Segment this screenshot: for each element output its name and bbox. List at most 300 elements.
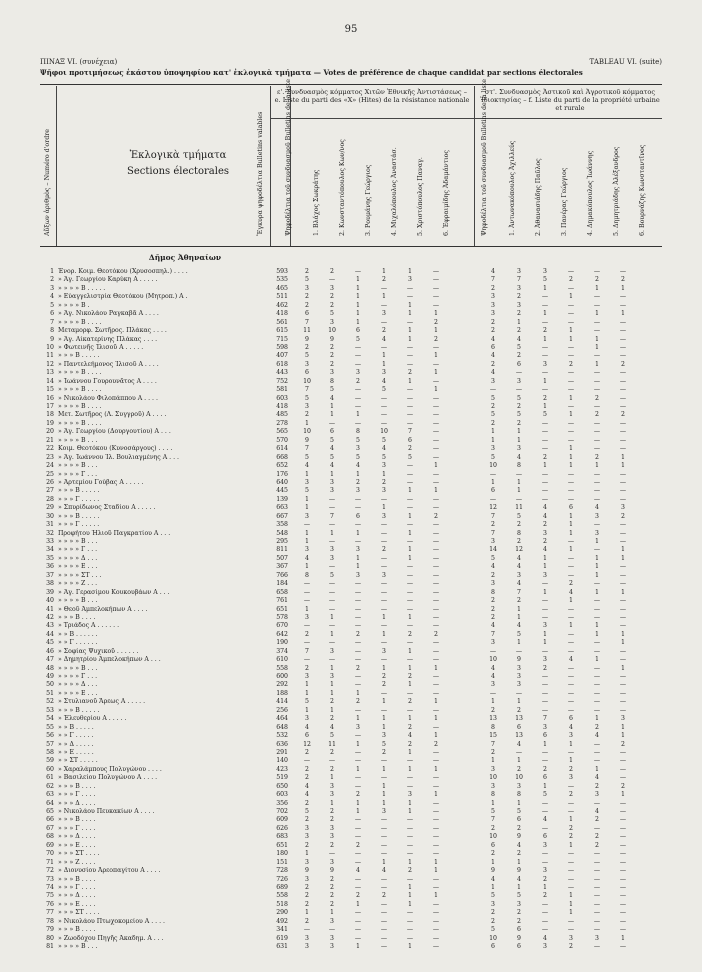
group1-candidate-cell: 1 (382, 268, 386, 275)
table-row (0, 774, 702, 782)
row-number: 69 (46, 841, 54, 849)
group1-ballots-cell: 2 (305, 748, 309, 756)
group1-candidate-cell: — (380, 816, 388, 824)
group1-ballots-cell: 1 (305, 470, 309, 478)
group1-candidate-cell: 3 (330, 369, 334, 377)
group2-candidate-cell: 8 (517, 462, 521, 470)
group1-candidate-cell: — (432, 934, 440, 942)
group1-candidate-cell: 3 (382, 512, 386, 520)
group1-candidate-cell: 2 (330, 883, 334, 891)
group1-candidate-cell: — (406, 909, 414, 917)
group1-candidate-cell: — (432, 411, 440, 419)
group2-ballots-cell: 2 (491, 419, 495, 427)
group2-candidate-cell: — (593, 883, 601, 891)
valid-ballots-cell: 600 (276, 673, 288, 680)
group2-candidate-cell: — (593, 664, 601, 672)
group2-candidate-cell: — (593, 909, 601, 917)
group1-candidate-cell: — (432, 926, 440, 934)
table-row (0, 606, 702, 614)
row-number: 77 (46, 909, 54, 917)
group2-ballots-cell: 3 (491, 765, 495, 773)
group1-candidate-cell: — (380, 521, 388, 529)
group2-ballots-cell: 2 (491, 327, 495, 335)
group2-candidate-cell: — (541, 293, 549, 301)
table-row (0, 791, 702, 799)
row-number: 40 (46, 597, 54, 605)
valid-ballots-cell: 418 (276, 403, 288, 410)
group1-ballots-cell: — (303, 521, 311, 529)
group1-candidate-cell: — (380, 850, 388, 858)
group2-candidate-cell: — (619, 377, 627, 385)
section-name: Ἐνορ. Κοιμ. Θεοτόκου (Χρυσοσπηλ.) . . . . (58, 268, 188, 275)
group2-candidate-cell: — (567, 369, 575, 377)
group1-candidate-cell: 2 (434, 318, 438, 326)
group1-candidate-cell: 2 (382, 681, 386, 689)
group2-ballots-cell: 1 (491, 757, 495, 765)
group2-candidate-cell: 4 (543, 504, 547, 512)
section-name: » » » Γ . . . . . (58, 495, 100, 503)
group2-candidate-cell: 5 (543, 411, 547, 419)
group1-candidate-cell: 1 (434, 867, 438, 875)
group2-candidate-cell: 4 (517, 554, 521, 562)
valid-ballots-cell: 291 (276, 748, 288, 756)
group2-candidate-cell: 3 (543, 571, 547, 579)
valid-ballots-cell: 626 (276, 824, 288, 832)
group2-candidate-cell: — (593, 867, 601, 875)
group1-candidate-cell: — (380, 588, 388, 596)
group2-candidate-cell: 1 (595, 343, 599, 351)
group1-candidate-cell: — (354, 875, 362, 883)
group1-candidate-cell: — (380, 909, 388, 917)
group1-candidate-cell: — (432, 656, 440, 664)
row-number-header: Αὔξων ἀριθμὸς – Numéro d'ordre (44, 129, 51, 236)
group2-candidate-cell: 1 (569, 411, 573, 419)
section-name: » » » Β . . . . . (58, 706, 100, 714)
group1-candidate-cell: — (328, 926, 336, 934)
group2-candidate-cell: — (567, 386, 575, 394)
group2-candidate-cell: — (619, 386, 627, 394)
group2-ballots-cell: 6 (491, 343, 495, 351)
group2-candidate-cell: — (567, 377, 575, 385)
group2-candidate-cell: 2 (543, 892, 547, 900)
valid-ballots-cell: 443 (276, 369, 288, 377)
group1-candidate-cell: 4 (356, 462, 360, 470)
group1-candidate-cell: — (432, 419, 440, 427)
group2-candidate-cell: 2 (517, 293, 521, 301)
group1-candidate-cell: — (406, 824, 414, 832)
group1-candidate-cell: 1 (434, 715, 438, 723)
valid-ballots-cell: 593 (276, 268, 288, 275)
group2-candidate-cell: 1 (621, 588, 625, 596)
group1-candidate-cell: 1 (434, 310, 438, 318)
group2-candidate-cell: 1 (517, 487, 521, 495)
group2-ballots-cell: — (489, 470, 497, 478)
group2-candidate-cell: — (567, 487, 575, 495)
section-name: Μετ. Σωτῆρος (Λ. Συγγροῦ) Α . . . . (58, 411, 167, 419)
group1-candidate-cell: — (432, 453, 440, 461)
group1-candidate-cell: — (406, 757, 414, 765)
group2-candidate-cell: — (619, 656, 627, 664)
group2-candidate-cell: 2 (543, 521, 547, 529)
group1-candidate-cell: — (432, 571, 440, 579)
section-name: » Τριάδος Α . . . . . . (58, 622, 120, 630)
group2-candidate-cell: 5 (517, 411, 521, 419)
row-number: 71 (46, 858, 54, 866)
group1-candidate-cell: 2 (382, 478, 386, 486)
group1-candidate-cell: — (406, 504, 414, 512)
section-name: » » Δ . . . . . (58, 740, 94, 748)
group2-candidate-cell: 2 (595, 723, 599, 731)
group2-ballots-cell: 8 (491, 588, 495, 596)
group1-candidate-cell: 2 (330, 875, 334, 883)
header-bottom-rule (40, 246, 662, 247)
group1-candidate-cell: 3 (330, 478, 334, 486)
group1-candidate-cell: 1 (356, 689, 360, 697)
group2-candidate-cell: — (567, 782, 575, 790)
group1-candidate-cell: 1 (356, 900, 360, 908)
group1-candidate-cell: 1 (382, 723, 386, 731)
row-number: 79 (46, 926, 54, 934)
group2-candidate-cell: — (541, 706, 549, 714)
group2-ballots-cell: 3 (491, 293, 495, 301)
group2-candidate-cell: — (515, 470, 523, 478)
group2-candidate-cell: 2 (517, 597, 521, 605)
group2-candidate-cell: 1 (543, 563, 547, 571)
row-number: 22 (46, 445, 54, 453)
group1-candidate-cell: 4 (330, 394, 334, 402)
group1-candidate-cell: — (380, 917, 388, 925)
group2-ballots-cell: 10 (489, 833, 497, 841)
group1-candidate-cell: 1 (408, 883, 412, 891)
table-row (0, 327, 702, 335)
group1-candidate-cell: 2 (408, 445, 412, 453)
section-name: » » » » Γ . . . (58, 673, 98, 680)
group1-ballots-cell: 1 (305, 419, 309, 427)
group1-candidate-cell: — (380, 774, 388, 782)
group2-candidate-cell: 3 (543, 656, 547, 664)
group1-candidate-cell: 1 (330, 470, 334, 478)
group1-candidate-cell: — (354, 656, 362, 664)
group1-candidate-cell: 2 (356, 377, 360, 385)
table-row (0, 403, 702, 411)
section-name: » Στυλιανοῦ Ἄρεως Α . . . . . (58, 698, 146, 706)
table-row (0, 293, 702, 301)
group1-ballots-cell: 4 (305, 723, 309, 731)
section-name: » » » » Β . . . . (58, 386, 102, 394)
group2-candidate-cell: — (619, 445, 627, 453)
section-name: Μεταμορφ. Σωτῆρος. Πλάκας . . . . (58, 327, 167, 335)
group2-candidate-4: 4. Δημακόπουλος Ἰωάννης (587, 150, 594, 236)
group1-candidate-cell: — (432, 360, 440, 368)
group2-candidate-cell: — (593, 293, 601, 301)
group1-candidate-cell: — (354, 343, 362, 351)
section-name: » Ἁγ. Νικολάου Ραγκαβᾶ Α . . . . (58, 310, 159, 318)
valid-ballots-cell: 667 (276, 512, 288, 520)
group1-ballots-cell: 1 (305, 706, 309, 714)
group2-ballots-cell: 9 (491, 867, 495, 875)
section-name: » » » Β . . . . . (58, 512, 100, 520)
group1-candidate-cell: 5 (382, 436, 386, 444)
group2-candidate-3: 3. Πανέρας Γεώργιος (561, 167, 568, 236)
group2-candidate-cell: — (619, 571, 627, 579)
group1-ballots-cell: 2 (305, 917, 309, 925)
group2-candidate-cell: 2 (517, 917, 521, 925)
group2-ballots-cell: 2 (491, 917, 495, 925)
group1-ballots-cell: 7 (305, 318, 309, 326)
group2-candidate-cell: — (541, 470, 549, 478)
section-name: » Νικολάου Πευκακίων Α . . . . (58, 808, 155, 815)
group1-candidate-cell: — (380, 656, 388, 664)
group2-candidate-cell: — (567, 698, 575, 706)
group2-candidate-cell: 2 (595, 841, 599, 849)
group2-candidate-cell: 2 (621, 276, 625, 284)
section-name: » » » Β . . . . (58, 875, 96, 883)
row-number: 51 (46, 689, 54, 697)
group2-ballots-cell: 4 (491, 664, 495, 672)
group1-candidate-cell: 2 (330, 808, 334, 815)
group1-ballots-cell: 3 (305, 858, 309, 866)
group1-candidate-cell: — (432, 774, 440, 782)
group1-candidate-cell: — (328, 419, 336, 427)
group1-candidate-cell: 2 (434, 740, 438, 748)
group2-candidate-cell: 4 (517, 841, 521, 849)
group2-candidate-cell: 1 (621, 453, 625, 461)
group1-header: ε'. Συνδυασμὸς κόμματος Χιτῶν Ἐθνικῆς Ἀντιστάσεως – e. Liste du parti des «X» (Hites) de la résistance nationale (274, 88, 470, 105)
table-row (0, 859, 702, 867)
section-name: » » Β . . . . . (58, 723, 94, 731)
group1-candidate-cell: 1 (434, 327, 438, 335)
group2-ballots-cell: 3 (491, 301, 495, 309)
group1-candidate-cell: — (432, 748, 440, 756)
group2-candidate-cell: — (567, 613, 575, 621)
group-rule (270, 118, 662, 119)
group1-candidate-cell: 9 (330, 335, 334, 343)
group2-candidate-cell: 1 (543, 554, 547, 562)
group1-candidate-cell: — (432, 293, 440, 301)
group2-ballots-cell: 13 (489, 715, 497, 723)
group2-candidate-cell: 8 (517, 791, 521, 799)
group2-ballots-cell: 1 (491, 436, 495, 444)
valid-ballots-cell: 535 (276, 276, 288, 284)
group2-ballots-cell: 4 (491, 622, 495, 630)
group1-candidate-cell: 4 (382, 335, 386, 343)
group1-candidate-cell: — (328, 622, 336, 630)
group1-ballots-cell: 12 (303, 740, 311, 748)
table-row (0, 479, 702, 487)
group1-ballots-cell: 2 (305, 900, 309, 908)
table-row (0, 614, 702, 622)
group2-candidate-cell: — (593, 740, 601, 748)
group2-candidate-cell: 1 (621, 546, 625, 554)
group2-ballots-cell: 5 (491, 411, 495, 419)
group2-candidate-cell: 1 (595, 335, 599, 343)
table-row (0, 825, 702, 833)
group2-candidate-cell: — (541, 850, 549, 858)
valid-ballots-cell: 290 (276, 909, 288, 917)
valid-ballots-cell: 619 (276, 934, 288, 942)
group1-candidate-cell: 4 (330, 445, 334, 453)
group2-candidate-cell: 3 (543, 841, 547, 849)
group2-ballots-cell: 5 (491, 453, 495, 461)
group2-candidate-cell: — (541, 428, 549, 436)
section-name: » » » Β . . . . . (58, 487, 100, 495)
section-name: » » » » Γ . . . (58, 546, 98, 554)
valid-ballots-cell: 292 (276, 681, 288, 689)
group2-candidate-cell: — (619, 689, 627, 697)
table-body (0, 268, 702, 951)
group2-candidate-cell: — (619, 799, 627, 807)
group2-ballots-cell: 10 (489, 774, 497, 782)
group1-candidate-cell: — (432, 276, 440, 284)
row-number: 59 (46, 757, 54, 765)
group1-candidate-cell: — (432, 428, 440, 436)
group2-candidate-cell: 1 (595, 588, 599, 596)
table-row (0, 361, 702, 369)
group2-candidate-cell: 1 (569, 394, 573, 402)
row-number: 66 (46, 816, 54, 824)
table-row (0, 521, 702, 529)
section-name: » » Γ . . . . . (58, 732, 94, 740)
row-number: 76 (46, 900, 54, 908)
table-row (0, 462, 702, 470)
group2-candidate-cell: — (619, 613, 627, 621)
group2-candidate-cell: — (567, 799, 575, 807)
row-number: 39 (46, 588, 54, 596)
group2-ballots-cell: 2 (491, 403, 495, 410)
table-caption-french: TABLEAU VI. (suite) (589, 58, 662, 66)
group1-ballots-cell: 7 (305, 445, 309, 453)
group1-candidate-cell: 4 (382, 377, 386, 385)
table-row (0, 487, 702, 495)
group2-candidate-cell: — (567, 706, 575, 714)
group1-candidate-cell: 1 (356, 293, 360, 301)
group2-candidate-cell: 6 (517, 926, 521, 934)
group2-candidate-cell: — (619, 757, 627, 765)
group2-candidate-cell: — (593, 521, 601, 529)
section-name: » » » » Β . . . (58, 597, 98, 605)
section-name: » » » Β . . . . (58, 816, 96, 824)
group2-candidate-cell: — (541, 495, 549, 503)
section-name: » » » » Β . . . (58, 538, 98, 545)
group2-candidate-cell: — (619, 529, 627, 537)
group2-candidate-cell: — (567, 917, 575, 925)
group2-candidate-cell: — (567, 436, 575, 444)
row-number: 54 (46, 715, 54, 723)
group1-candidate-cell: 1 (356, 715, 360, 723)
row-number: 17 (46, 403, 54, 410)
table-row (0, 319, 702, 327)
group1-ballots-cell: 1 (305, 495, 309, 503)
row-number: 80 (46, 934, 54, 942)
group1-candidate-cell: — (432, 403, 440, 410)
section-name: » » » Γ . . . . . (58, 521, 100, 529)
group2-candidate-cell: 12 (515, 546, 523, 554)
table-row (0, 352, 702, 360)
group1-candidate-cell: — (380, 394, 388, 402)
table-row (0, 741, 702, 749)
group2-candidate-cell: 2 (517, 909, 521, 917)
row-number: 60 (46, 765, 54, 773)
valid-ballots-cell: 650 (276, 782, 288, 790)
section-name: » » » Δ . . . . (58, 833, 96, 841)
group1-ballots-cell: — (303, 580, 311, 588)
row-number: 46 (46, 647, 54, 655)
group1-candidate-cell: — (354, 748, 362, 756)
group1-candidate-cell: 2 (356, 892, 360, 900)
section-name: » Διονυσίου Ἀρεοπαγίτου Α . . . . (58, 867, 161, 875)
group1-candidate-cell: 3 (330, 791, 334, 799)
group1-candidate-cell: 2 (330, 698, 334, 706)
table-row (0, 276, 702, 284)
valid-ballots-cell: 140 (276, 757, 288, 765)
row-number: 15 (46, 386, 54, 394)
group1-candidate-cell: 3 (330, 318, 334, 326)
group1-candidate-cell: — (432, 538, 440, 545)
group2-candidate-cell: 1 (543, 588, 547, 596)
group1-ballots-cell: 1 (305, 563, 309, 571)
group2-ballots-cell: 7 (491, 529, 495, 537)
group1-candidate-cell: — (380, 926, 388, 934)
section-name: » » » » Β . . . . (58, 369, 102, 377)
valid-ballots-cell: 570 (276, 436, 288, 444)
group2-candidate-cell: 1 (543, 462, 547, 470)
valid-ballots-cell: 184 (276, 580, 288, 588)
group1-ballots-cell: 1 (305, 909, 309, 917)
group2-candidate-cell: 3 (543, 723, 547, 731)
group1-ballots-cell: 3 (305, 403, 309, 410)
group1-ballots-header: Ψηφοδέλτια τοῦ συνδυασμοῦ Bulletins de la liste (285, 78, 292, 236)
row-number: 57 (46, 740, 54, 748)
group1-candidate-cell: 1 (382, 360, 386, 368)
group2-candidate-cell: — (515, 689, 523, 697)
group1-candidate-cell: — (328, 850, 336, 858)
col-divider (56, 86, 57, 246)
section-name: » » » » Β . . . (58, 943, 98, 950)
group2-ballots-cell: 2 (491, 706, 495, 714)
valid-ballots-cell: 176 (276, 470, 288, 478)
group1-candidate-cell: — (328, 276, 336, 284)
group1-candidate-cell: — (354, 909, 362, 917)
group2-candidate-cell: — (567, 538, 575, 545)
valid-ballots-cell: 640 (276, 478, 288, 486)
section-name: » Ἁγ. Γερασίμου Κουκουβάων Α . . . (58, 588, 170, 596)
valid-ballots-cell: 445 (276, 487, 288, 495)
group1-candidate-cell: 9 (330, 867, 334, 875)
table-row (0, 833, 702, 841)
group2-ballots-cell: 1 (491, 883, 495, 891)
table-row (0, 631, 702, 639)
group2-candidate-cell: 1 (595, 715, 599, 723)
page-number: 95 (344, 24, 358, 35)
valid-ballots-cell: 464 (276, 715, 288, 723)
group1-ballots-cell: 11 (303, 327, 311, 335)
group1-candidate-cell: — (328, 656, 336, 664)
group1-candidate-cell: 1 (382, 698, 386, 706)
group2-candidate-cell: 1 (543, 284, 547, 292)
group1-candidate-cell: 1 (434, 698, 438, 706)
group1-candidate-cell: 3 (382, 808, 386, 815)
table-row (0, 395, 702, 403)
valid-ballots-cell: 558 (276, 892, 288, 900)
group2-candidate-cell: — (567, 284, 575, 292)
group2-candidate-cell: — (515, 369, 523, 377)
group1-candidate-cell: — (354, 850, 362, 858)
section-name: Προφήτου Ἠλιοῦ Παγκρατίου Α . . . (58, 529, 171, 537)
group1-candidate-cell: 5 (330, 386, 334, 394)
group1-candidate-cell: — (406, 462, 414, 470)
group1-candidate-1: 1. Βλάχος Σωκράτης (313, 169, 320, 236)
row-number: 19 (46, 419, 54, 427)
